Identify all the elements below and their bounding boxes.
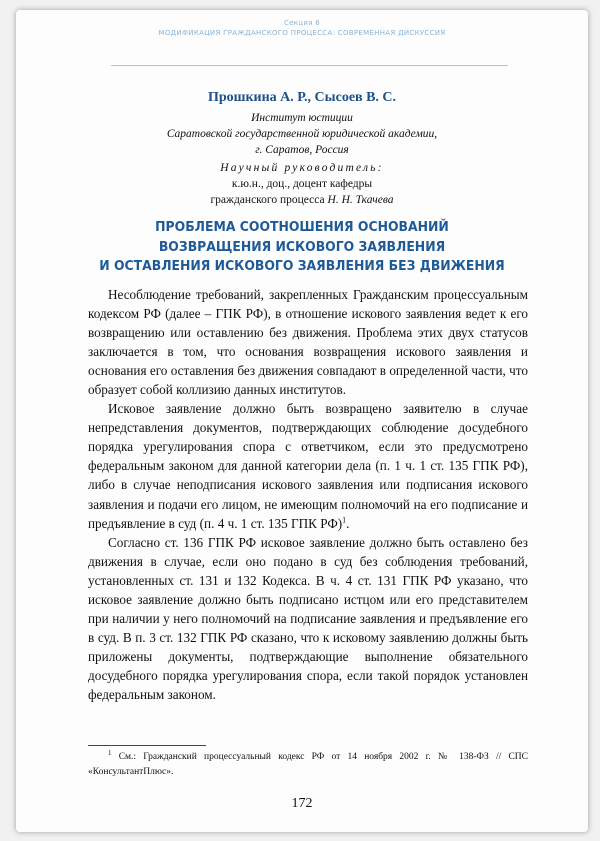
body-paragraph-text: Исковое заявление должно быть возвращено заявителю в случае непредставления документов, подтверждающих соблюдение досудебного порядка урегулирования спора с ответчиком, если это предусмотрено федеральным законом для данной категории дела (п. 1 ч. 1 ст. 135 ГПК РФ), либо в случае неподписания искового заявления или подписания искового заявления и подачи его лицом, не имеющим полномочий на его подписание и предъявление в суд (п. 4 ч. 1 ст. 135 ГПК РФ) [88,401,528,531]
section-subtitle: МОДИФИКАЦИЯ ГРАЖДАНСКОГО ПРОЦЕССА: СОВРЕМЕННАЯ ДИСКУССИЯ [158,29,446,37]
advisor-department-text: гражданского процесса [210,194,328,206]
title-line: ПРОБЛЕМА СООТНОШЕНИЯ ОСНОВАНИЙ [155,219,449,235]
footnote-number: 1 [108,748,112,757]
footnote-reference[interactable]: 1 [342,515,347,525]
page-number: 172 [291,796,313,811]
affiliation-line: Институт юстиции [251,112,353,124]
authors: Прошкина А. Р., Сысоев В. С. [207,90,397,105]
article-body [88,285,528,704]
affiliation [16,110,588,158]
header-divider [111,65,508,66]
advisor-block [16,160,588,208]
body-paragraph: Согласно ст. 136 ГПК РФ исковое заявление должно быть оставлено без движения в случае, если оно подано в суд без соблюдения требований, установленных ст. 131 и 132 Кодекса. В ч. 4 ст. 131 ГПК РФ указано, что исковое заявление должно быть подписано истцом или его представителем при наличии у него полномочий на подписание заявления и предъявление его в суд. В п. 3 ст. 132 ГПК РФ сказано, что к исковому заявлению должны быть приложены документы, подтверждающие выполнение обязательного досудебного порядка урегулирования спора, если такой порядок установлен федеральным законом. [88,534,528,702]
advisor-position: к.ю.н., доц., доцент кафедры [231,178,373,190]
footnote [88,750,528,780]
advisor-name: Н. Н. Ткачева [327,194,394,206]
advisor-department [16,192,588,208]
body-paragraph: Несоблюдение требований, закрепленных Гражданским процессуальным кодексом РФ (далее – ГПК РФ), в отношение искового заявления ведет к его возвращению или оставлению без движения. Проблема этих двух статусов заключается в том, что основания возвращения искового заявления и основания его оставления без движения совпадают в определенной части, что образует собой коллизию данных институтов. [88,287,528,398]
footnote-text: См.: Гражданский процессуальный кодекс РФ от 14 ноября 2002 г. № 138-ФЗ // СПС «КонсультантПлюс». [88,752,528,777]
section-label: Секция 6 [283,19,321,27]
footnote-divider [88,745,206,746]
affiliation-line: Саратовской государственной юридической академии, [166,128,438,140]
article-title [76,218,529,277]
body-paragraph: Исковое заявление должно быть возвращено заявителю в случае непредставления документов, подтверждающих соблюдение досудебного порядка урегулирования спора с ответчиком, если это предусмотрено федеральным законом для данной категории дела (п. 1 ч. 1 ст. 135 ГПК РФ), либо в случае неподписания искового заявления или подписания искового заявления и подачи его лицом, не имеющим полномочий на его подписание и предъявление в суд (п. 4 ч. 1 ст. 135 ГПК РФ)$^1$. [88,401,528,531]
advisor-label: Научный руководитель: [220,162,384,174]
title-line: ВОЗВРАЩЕНИЯ ИСКОВОГО ЗАЯВЛЕНИЯ [158,238,446,255]
page-sheet [16,10,588,832]
running-header [16,18,588,38]
affiliation-line: г. Саратов, Россия [255,144,349,156]
title-line: И ОСТАВЛЕНИЯ ИСКОВОГО ЗАЯВЛЕНИЯ БЕЗ ДВИЖЕНИЯ [99,258,505,274]
